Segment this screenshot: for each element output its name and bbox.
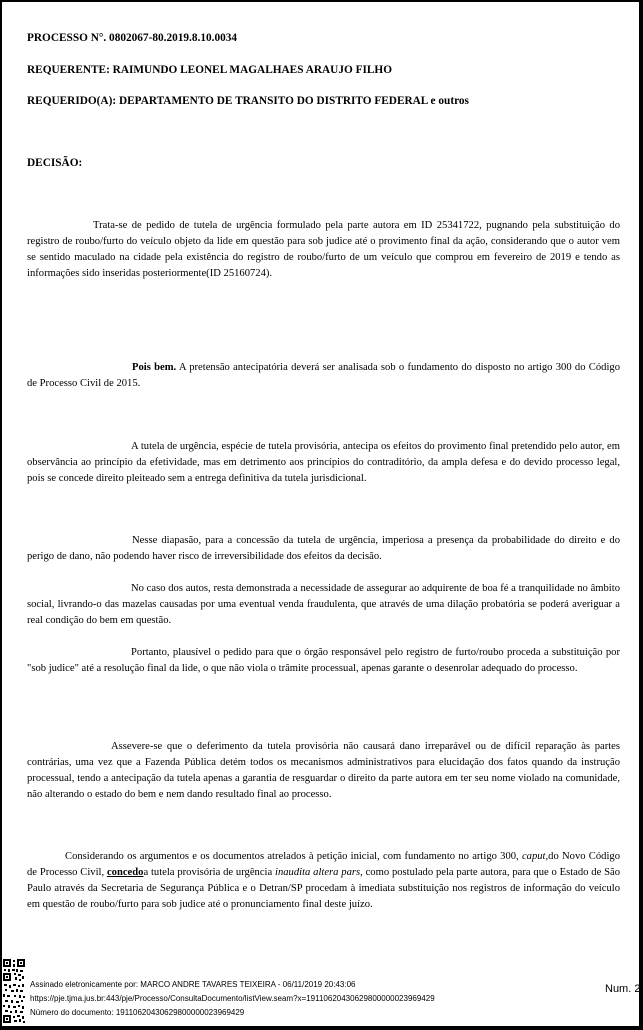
requerido-suffix: e outros bbox=[427, 95, 469, 107]
paragraph-5 bbox=[27, 581, 620, 629]
page-number: Num. 2 bbox=[605, 983, 641, 995]
paragraph-3-text: A tutela de urgência, espécie de tutela provisória, antecipa os efeitos do provimento final pretendido pelo autor, em observância ao princípio da efetividade, mas em detrimento aos princípios do contraditório, da ampla defesa e do devido processo legal, pois se concede direito pleiteado sem a entrega definitiva da tutela jurisdicional. bbox=[27, 441, 620, 485]
pois-bem: Pois bem. bbox=[132, 362, 177, 373]
paragraph-8 bbox=[27, 849, 620, 913]
paragraph-6 bbox=[27, 645, 620, 677]
paragraph-2 bbox=[27, 360, 620, 392]
paragraph-5-text: No caso dos autos, resta demonstrada a necessidade de assegurar ao adquirente de boa fé a tranquilidade no âmbito social, livrando-o das mazelas causadas por uma eventual venda fraudulenta, que através de uma dilação probatória se poderá averiguar a real condição do bem em questão. bbox=[27, 583, 620, 627]
concedo-emphasis: concedo bbox=[106, 867, 144, 879]
qr-code-icon bbox=[2, 958, 26, 1024]
paragraph-2-text: A pretensão antecipatória deverá ser analisada sob o fundamento do disposto no artigo 300 do Código de Processo Civil de 2015. bbox=[27, 362, 620, 390]
paragraph-4 bbox=[27, 533, 620, 565]
page-edge-bottom bbox=[0, 1026, 643, 1030]
document-number: Número do documento: 19110620430629800000023969429 bbox=[30, 1008, 245, 1017]
paragraph-8-text-b: do Novo Código de Processo Civil, bbox=[27, 851, 620, 879]
paragraph-1-text: Trata-se de pedido de tutela de urgência formulado pela parte autora em ID 25341722, pugnando pela substituição do registro de roubo/furto do veículo objeto da lide em questão para sob judice até o provimento final da ação, considerando que o autor vem se sentido maculado na cidade pela existência do registro de roubo/furto de um veículo que comprou em fevereiro de 2019 e tendo as informações sido inseridas posteriormente(ID 25160724). bbox=[27, 220, 620, 280]
paragraph-8-text-d: , como postulado pela parte autora, para que o Estado de São Paulo através da Secretaria de Segurança Pública e o Detran/SP procedam à imediata substituição nos registros de informação do veículo em questão de roubo/furto para sob judice até o pronunciamento final deste juízo. bbox=[27, 867, 620, 911]
page-edge-right bbox=[639, 0, 643, 1030]
paragraph-8-text-c: a tutela provisória de urgência bbox=[143, 867, 276, 879]
paragraph-4-text: Nesse diapasão, para a concessão da tutela de urgência, imperiosa a presença da probabilidade do direito e do perigo de dano, não podendo haver risco de irreversibilidade dos efeitos da decisão. bbox=[27, 535, 620, 563]
paragraph-7-text: Assevere-se que o deferimento da tutela provisória não causará dano irreparável ou de difícil reparação às partes contrárias, uma vez que a Fazenda Pública detém todos os mecanismos administrativos para elucidação dos fatos quando da instrução processual, tendo a antecipação da tutela apenas a garantia de resguardar o direito da parte autora em ter seu nome violado na comunidade, não alterando o estado do bem e nem dando resultado final ao processo. bbox=[27, 741, 620, 801]
decisao-title: DECISÃO: bbox=[27, 157, 83, 169]
caput-italic: caput, bbox=[521, 851, 549, 862]
document-url[interactable]: https://pje.tjma.jus.br:443/pje/Processo/ConsultaDocumento/listView.seam?x=19110620430629800000023969429 bbox=[30, 994, 435, 1003]
paragraph-1 bbox=[27, 218, 620, 282]
paragraph-8-text-a: Considerando os argumentos e os documentos atrelados à petição inicial, com fundamento no artigo 300, bbox=[65, 851, 522, 862]
paragraph-7 bbox=[27, 739, 620, 803]
process-number: PROCESSO N°. 0802067-80.2019.8.10.0034 bbox=[27, 32, 238, 44]
requerido-line bbox=[27, 95, 469, 107]
paragraph-3 bbox=[27, 439, 620, 487]
signature-line: Assinado eletronicamente por: MARCO ANDRE TAVARES TEIXEIRA - 06/11/2019 20:43:06 bbox=[30, 980, 356, 989]
requerido-label: REQUERIDO(A): DEPARTAMENTO DE TRANSITO DO DISTRITO FEDERAL bbox=[27, 95, 428, 107]
requerente-line: REQUERENTE: RAIMUNDO LEONEL MAGALHAES ARAUJO FILHO bbox=[27, 64, 392, 76]
inaudita-italic: inaudita altera pars bbox=[275, 867, 361, 879]
paragraph-6-text: Portanto, plausível o pedido para que o órgão responsável pelo registro de furto/roubo proceda a substituição por "sob judice" até a resolução final da lide, o que não viola o trâmite processual, apenas garante o desenrolar adequado do processo. bbox=[27, 647, 620, 675]
